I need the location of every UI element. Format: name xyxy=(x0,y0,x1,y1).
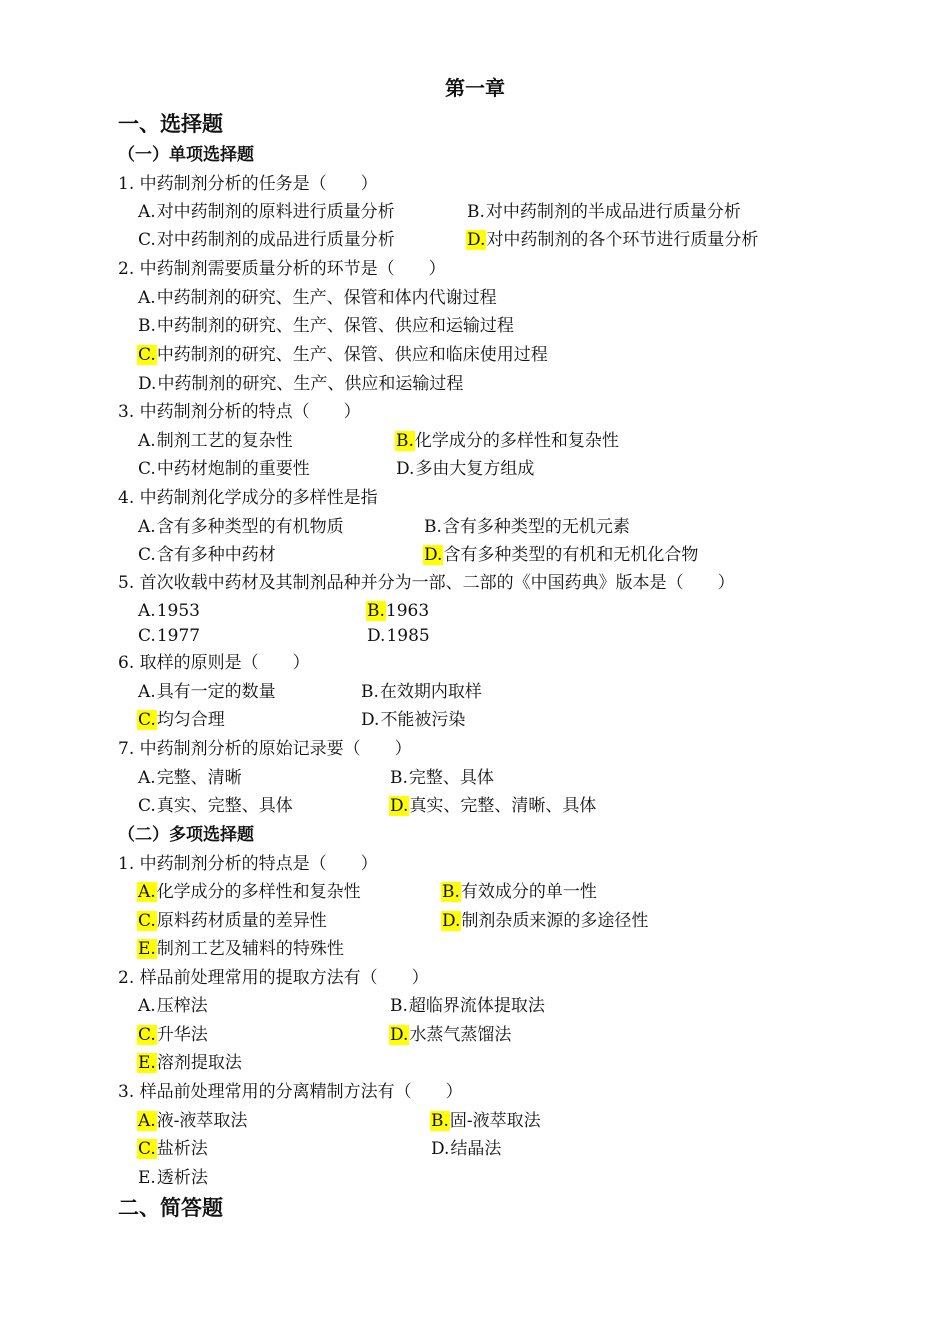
option-text: 制剂工艺的复杂性 xyxy=(156,431,293,451)
option-letter-answer: C. xyxy=(138,1139,156,1159)
option xyxy=(360,708,465,732)
option xyxy=(389,1023,511,1047)
option-letter: A. xyxy=(138,996,156,1016)
option-text: 透析法 xyxy=(156,1168,208,1188)
option xyxy=(137,708,225,732)
option xyxy=(137,599,200,623)
option-letter: B. xyxy=(390,768,408,788)
option xyxy=(137,1137,208,1161)
option-letter: C. xyxy=(138,545,156,565)
option-letter: A. xyxy=(138,768,156,788)
option-letter: D. xyxy=(138,374,157,394)
option-text: 含有多种中药材 xyxy=(156,545,276,565)
question-text: 1. 中药制剂分析的任务是（ ） xyxy=(118,174,378,194)
option xyxy=(137,624,200,648)
option xyxy=(395,457,534,481)
option xyxy=(137,1023,208,1047)
option-letter-answer: A. xyxy=(138,1111,156,1131)
option-letter: B. xyxy=(390,996,408,1016)
option-letter: D. xyxy=(396,459,415,479)
option xyxy=(137,429,293,453)
option-text: 1977 xyxy=(156,626,201,646)
option-letter-answer: D. xyxy=(390,796,409,816)
option-text: 液-液萃取法 xyxy=(156,1111,248,1131)
option xyxy=(441,880,597,904)
option xyxy=(137,457,310,481)
option-text: 均匀合理 xyxy=(156,710,225,730)
option-text: 升华法 xyxy=(156,1025,208,1045)
option-text: 含有多种类型的有机和无机化合物 xyxy=(443,545,699,565)
option-text: 1963 xyxy=(385,601,430,621)
option xyxy=(137,680,276,704)
section-title-choice: 一、选择题 xyxy=(118,111,223,136)
option xyxy=(366,599,429,623)
option-letter-answer: E. xyxy=(138,1053,156,1073)
question-text: 4. 中药制剂化学成分的多样性是指 xyxy=(118,488,378,508)
option-letter: E. xyxy=(138,1168,156,1188)
option xyxy=(389,994,545,1018)
option-text: 固-液萃取法 xyxy=(449,1111,541,1131)
option-text: 化学成分的多样性和复杂性 xyxy=(156,882,361,902)
question-text: 6. 取样的原则是（ ） xyxy=(118,653,310,673)
option-letter: A. xyxy=(138,682,156,702)
option xyxy=(137,994,208,1018)
option-letter: C. xyxy=(138,459,156,479)
option-text: 盐析法 xyxy=(156,1139,208,1159)
option xyxy=(137,515,344,539)
option xyxy=(466,200,741,224)
option-text: 对中药制剂的半成品进行质量分析 xyxy=(485,202,741,222)
option xyxy=(137,314,514,338)
option-text: 超临界流体提取法 xyxy=(408,996,545,1016)
option-text: 完整、清晰 xyxy=(156,768,242,788)
option xyxy=(137,543,276,567)
option xyxy=(137,200,395,224)
option xyxy=(430,1137,501,1161)
option xyxy=(137,372,463,396)
option-text: 对中药制剂的各个环节进行质量分析 xyxy=(486,230,759,250)
option-text: 完整、具体 xyxy=(408,768,494,788)
option xyxy=(366,624,430,648)
option-letter: B. xyxy=(467,202,485,222)
option-text: 制剂工艺及辅料的特殊性 xyxy=(156,939,344,959)
option xyxy=(423,543,698,567)
option-text: 对中药制剂的成品进行质量分析 xyxy=(156,230,395,250)
section-title-short-answer: 二、简答题 xyxy=(118,1195,223,1220)
option-letter: D. xyxy=(367,626,386,646)
option-letter-answer: D. xyxy=(390,1025,409,1045)
option-letter-answer: B. xyxy=(442,882,460,902)
option-text: 对中药制剂的原料进行质量分析 xyxy=(156,202,395,222)
question-text: 1. 中药制剂分析的特点是（ ） xyxy=(118,854,378,874)
option-letter: A. xyxy=(138,288,156,308)
option-letter-answer: C. xyxy=(138,710,156,730)
option xyxy=(137,937,344,961)
chapter-title: 第一章 xyxy=(445,76,505,100)
option-text: 化学成分的多样性和复杂性 xyxy=(414,431,619,451)
option-letter-answer: A. xyxy=(138,882,156,902)
option xyxy=(137,794,293,818)
option xyxy=(137,1109,247,1133)
option-letter: A. xyxy=(138,517,156,537)
option-text: 结晶法 xyxy=(450,1139,502,1159)
option xyxy=(466,228,758,252)
option-text: 水蒸气蒸馏法 xyxy=(409,1025,512,1045)
option xyxy=(430,1109,541,1133)
option-text: 具有一定的数量 xyxy=(156,682,276,702)
option-text: 中药制剂的研究、生产、保管和体内代谢过程 xyxy=(156,288,497,308)
option-letter: C. xyxy=(138,626,156,646)
option-text: 原料药材质量的差异性 xyxy=(156,911,327,931)
option-letter-answer: B. xyxy=(396,431,414,451)
option xyxy=(137,228,395,252)
option-letter-answer: C. xyxy=(138,345,156,365)
option xyxy=(137,880,361,904)
option xyxy=(389,766,494,790)
option-letter: B. xyxy=(361,682,379,702)
question-text: 3. 中药制剂分析的特点（ ） xyxy=(118,402,361,422)
option xyxy=(441,909,648,933)
option-letter-answer: D. xyxy=(442,911,461,931)
option-letter: A. xyxy=(138,202,156,222)
option-text: 1985 xyxy=(386,626,430,646)
option-text: 有效成分的单一性 xyxy=(460,882,597,902)
option-text: 不能被污染 xyxy=(380,710,466,730)
option-letter: D. xyxy=(361,710,380,730)
option-text: 1953 xyxy=(156,601,200,621)
question-text: 5. 首次收载中药材及其制剂品种并分为一部、二部的《中国药典》版本是（ ） xyxy=(118,573,735,593)
option-text: 中药制剂的研究、生产、供应和运输过程 xyxy=(157,374,464,394)
option xyxy=(137,766,242,790)
option-letter: A. xyxy=(138,601,156,621)
option xyxy=(423,515,630,539)
option-text: 制剂杂质来源的多途径性 xyxy=(461,911,649,931)
option-letter-answer: B. xyxy=(367,601,385,621)
question-text: 7. 中药制剂分析的原始记录要（ ） xyxy=(118,739,412,759)
option-text: 在效期内取样 xyxy=(379,682,482,702)
subsection-title-single: （一）单项选择题 xyxy=(118,145,254,165)
option-letter: C. xyxy=(138,796,156,816)
option xyxy=(137,909,327,933)
question-text: 2. 中药制剂需要质量分析的环节是（ ） xyxy=(118,259,446,279)
option-letter: C. xyxy=(138,230,156,250)
option-text: 含有多种类型的无机元素 xyxy=(442,517,630,537)
option xyxy=(395,429,619,453)
option-text: 中药材炮制的重要性 xyxy=(156,459,310,479)
option-letter-answer: C. xyxy=(138,1025,156,1045)
option-letter-answer: C. xyxy=(138,911,156,931)
question-text: 2. 样品前处理常用的提取方法有（ ） xyxy=(118,968,429,988)
option xyxy=(389,794,596,818)
option xyxy=(137,1051,242,1075)
option-text: 中药制剂的研究、生产、保管、供应和临床使用过程 xyxy=(156,345,548,365)
option xyxy=(137,286,497,310)
option-letter-answer: D. xyxy=(424,545,443,565)
option xyxy=(137,1166,208,1190)
option-text: 压榨法 xyxy=(156,996,208,1016)
option-letter-answer: D. xyxy=(467,230,486,250)
option-letter: A. xyxy=(138,431,156,451)
subsection-title-multi: （二）多项选择题 xyxy=(118,825,254,845)
option-text: 真实、完整、具体 xyxy=(156,796,293,816)
question-text: 3. 样品前处理常用的分离精制方法有（ ） xyxy=(118,1082,463,1102)
option-text: 多由大复方组成 xyxy=(415,459,535,479)
option-text: 中药制剂的研究、生产、保管、供应和运输过程 xyxy=(156,316,514,336)
option-letter: B. xyxy=(138,316,156,336)
option-text: 真实、完整、清晰、具体 xyxy=(409,796,597,816)
option-letter: D. xyxy=(431,1139,450,1159)
option xyxy=(360,680,482,704)
option-letter-answer: E. xyxy=(138,939,156,959)
option xyxy=(137,343,548,367)
option-text: 含有多种类型的有机物质 xyxy=(156,517,344,537)
option-text: 溶剂提取法 xyxy=(156,1053,242,1073)
option-letter-answer: B. xyxy=(431,1111,449,1131)
option-letter: B. xyxy=(424,517,442,537)
